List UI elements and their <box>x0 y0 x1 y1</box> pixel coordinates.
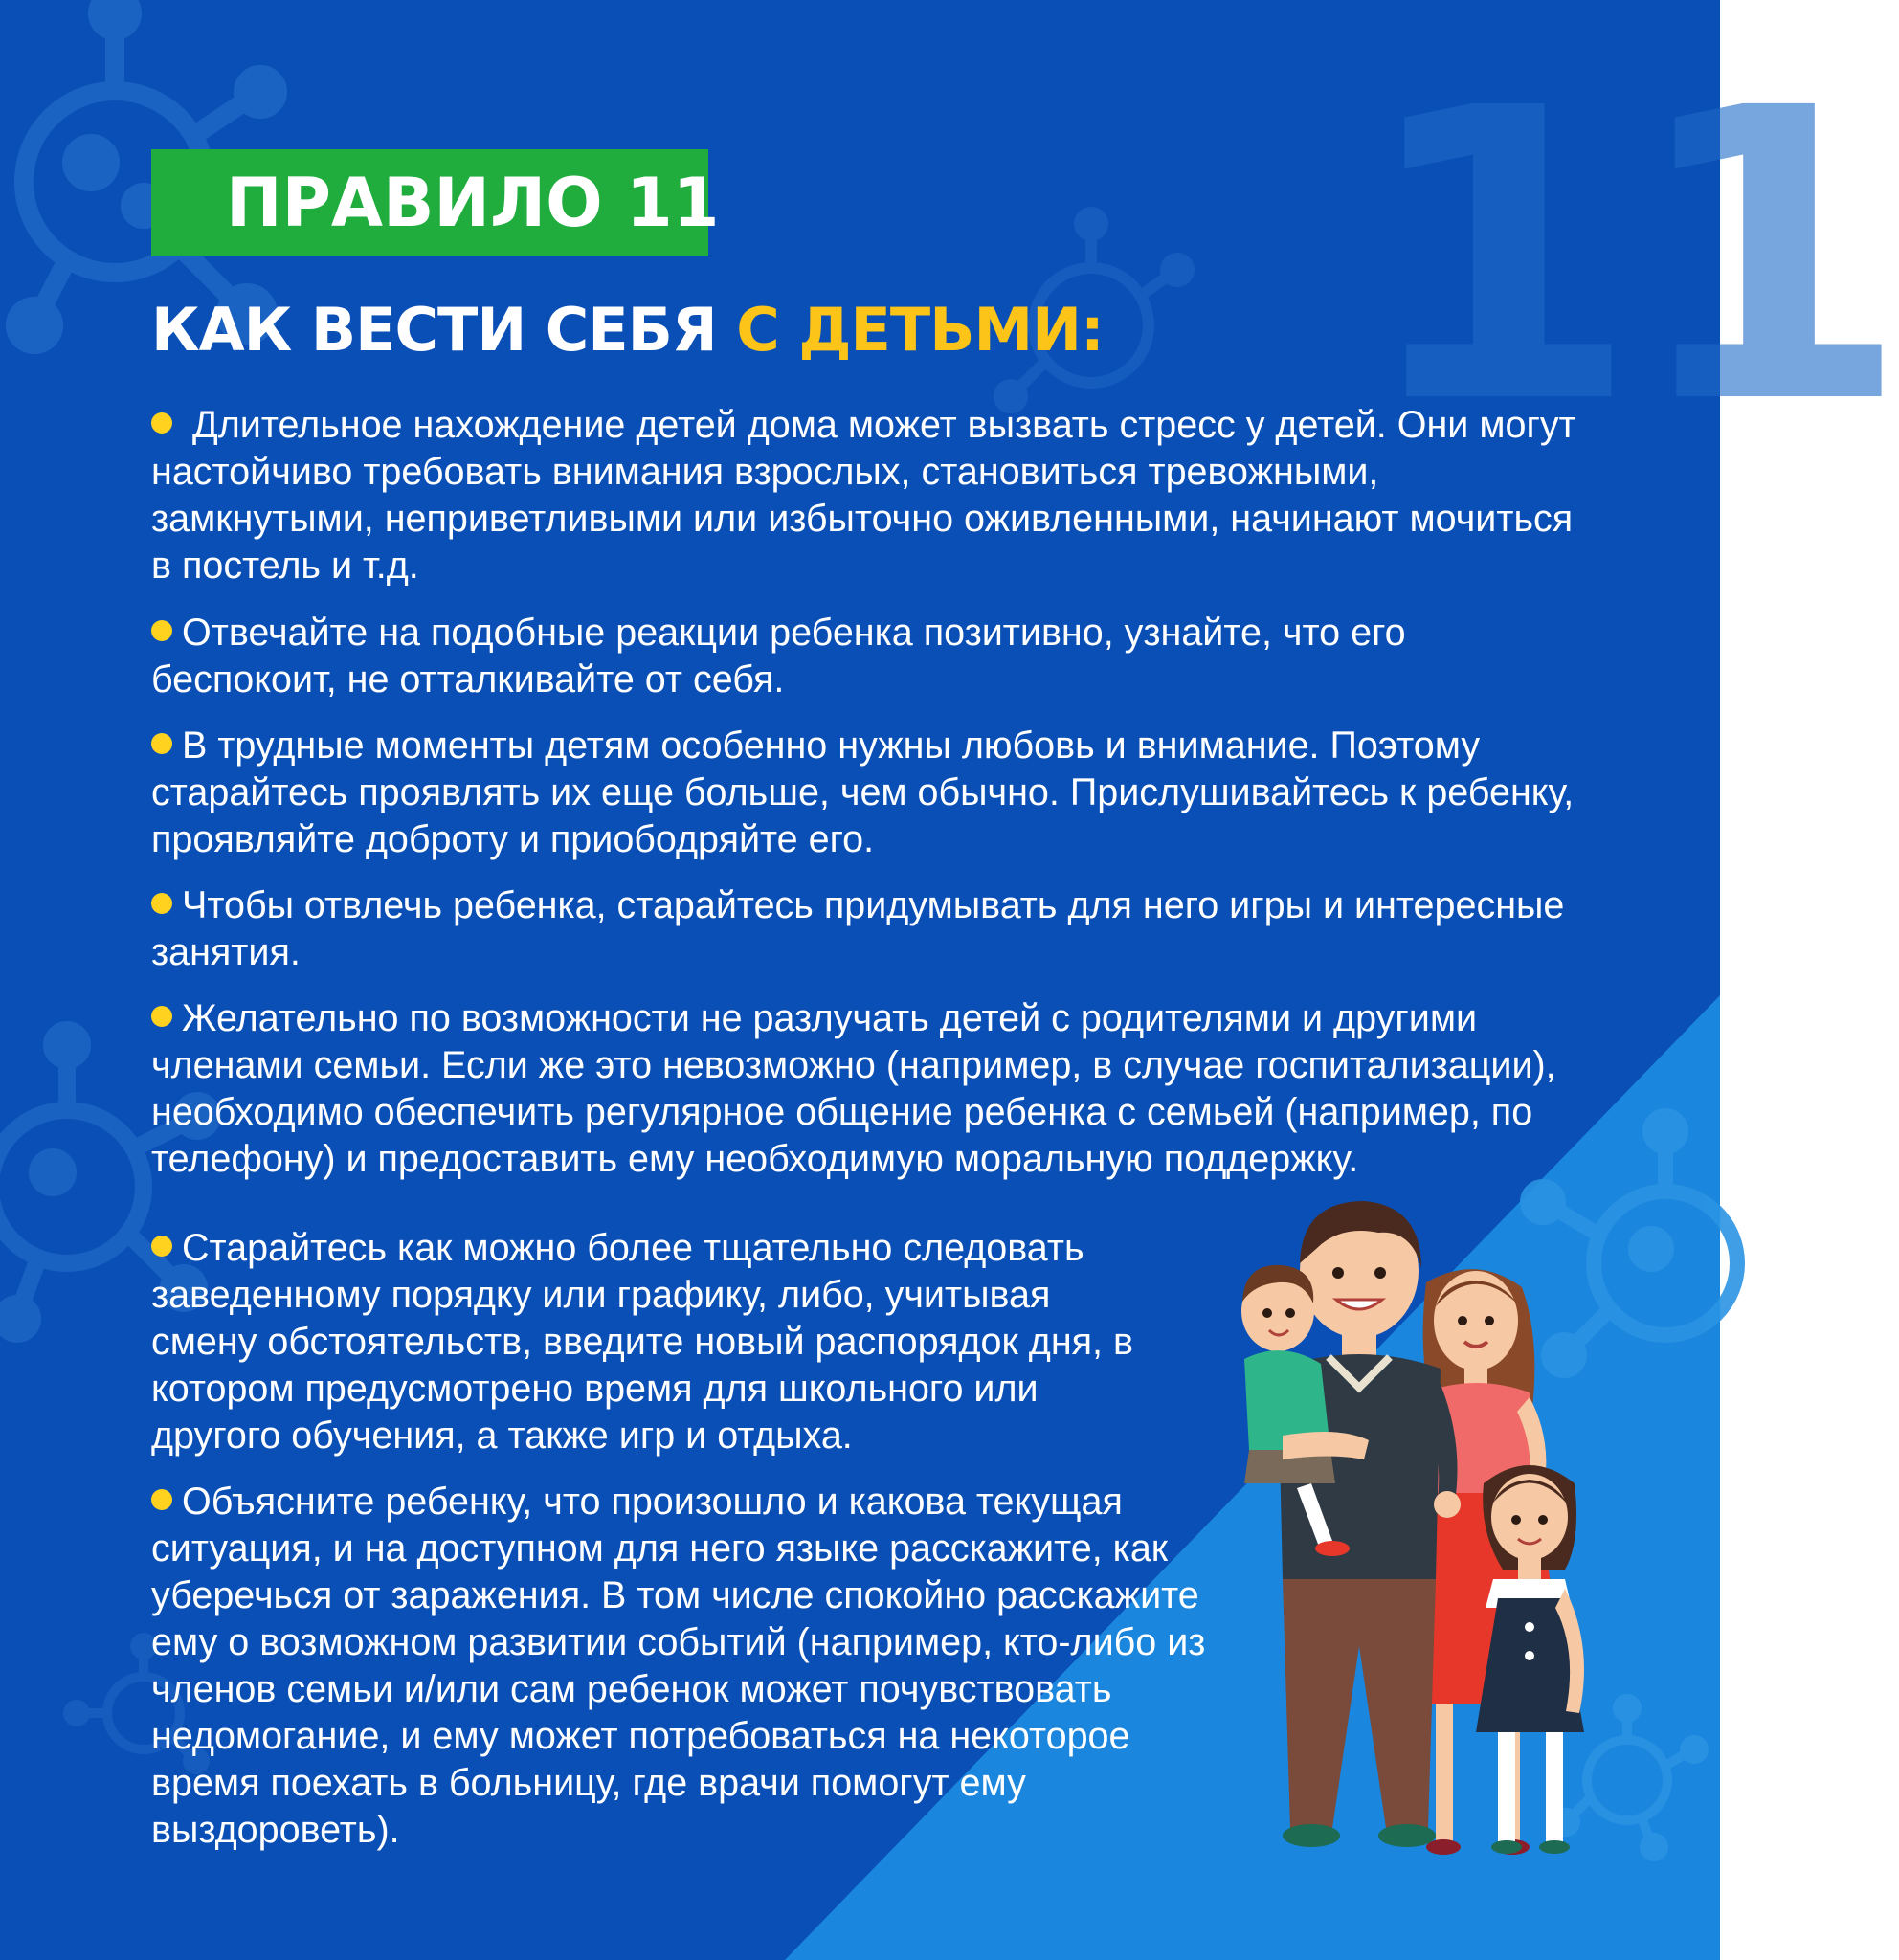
daughter-figure <box>1476 1465 1584 1854</box>
list-item <box>151 882 1635 976</box>
list-item-text: Объясните ребенку, что произошло и какова текущая ситуация, и на доступном для него языке расскажите, как уберечься от заражения. В том числе спокойно расскажите ему о возможном развитии событий (например, кто-либо из членов семьи и/или сам ребенок может почувствовать недомогание, и ему может потребоваться на некоторое время поехать в больницу, где врачи помогут ему выздороветь). <box>151 1481 1206 1851</box>
family-illustration <box>1225 1196 1627 1895</box>
list-item-text: В трудные моменты детям особенно нужны любовь и внимание. Поэтому старайтесь проявлять их еще больше, чем обычно. Прислушивайтесь к ребенку, проявляйте доброту и приободряйте его. <box>151 724 1575 860</box>
list-item <box>151 610 1587 703</box>
list-item <box>151 1225 1166 1459</box>
bullet-icon <box>151 620 172 641</box>
list-item <box>151 995 1625 1183</box>
list-item-text: Длительное нахождение детей дома может вызвать стресс у детей. Они могут настойчиво требовать внимания взрослых, становиться тревожными, замкнутыми, неприветливыми или избыточно оживленными, начинают мочиться в постель и т.д. <box>151 404 1576 587</box>
rule-badge: ПРАВИЛО 11 <box>151 149 708 256</box>
bullet-icon <box>151 1006 172 1027</box>
list-item-text: Отвечайте на подобные реакции ребенка позитивно, узнайте, что его беспокоит, не отталкивайте от себя. <box>151 612 1406 701</box>
list-item <box>151 402 1587 590</box>
bullet-icon <box>151 893 172 914</box>
list-item-text: Желательно по возможности не разлучать детей с родителями и другими членами семьи. Если же это невозможно (например, в случае госпитализации), необходимо обеспечить регулярное общение ребенка с семьей (например, по телефону) и предоставить ему необходимую моральную поддержку. <box>151 997 1556 1180</box>
page-title <box>151 295 1104 365</box>
title-accent: С ДЕТЬМИ: <box>736 295 1104 365</box>
list-item-text: Чтобы отвлечь ребенка, старайтесь придумывать для него игры и интересные занятия. <box>151 884 1565 973</box>
rule-number-watermark: 11 <box>1359 24 1899 492</box>
bullet-icon <box>151 1236 172 1257</box>
bullet-icon <box>151 733 172 754</box>
bullet-icon <box>151 412 172 434</box>
title-prefix: КАК ВЕСТИ СЕБЯ <box>151 295 737 365</box>
list-item <box>151 723 1587 863</box>
bullet-icon <box>151 1489 172 1510</box>
list-item-text: Старайтесь как можно более тщательно следовать заведенному порядку или графику, либо, учитывая смену обстоятельств, введите новый распорядок дня, в котором предусмотрено время для школьного или другого обучения, а также игр и отдыха. <box>151 1227 1133 1457</box>
list-item <box>151 1479 1223 1854</box>
